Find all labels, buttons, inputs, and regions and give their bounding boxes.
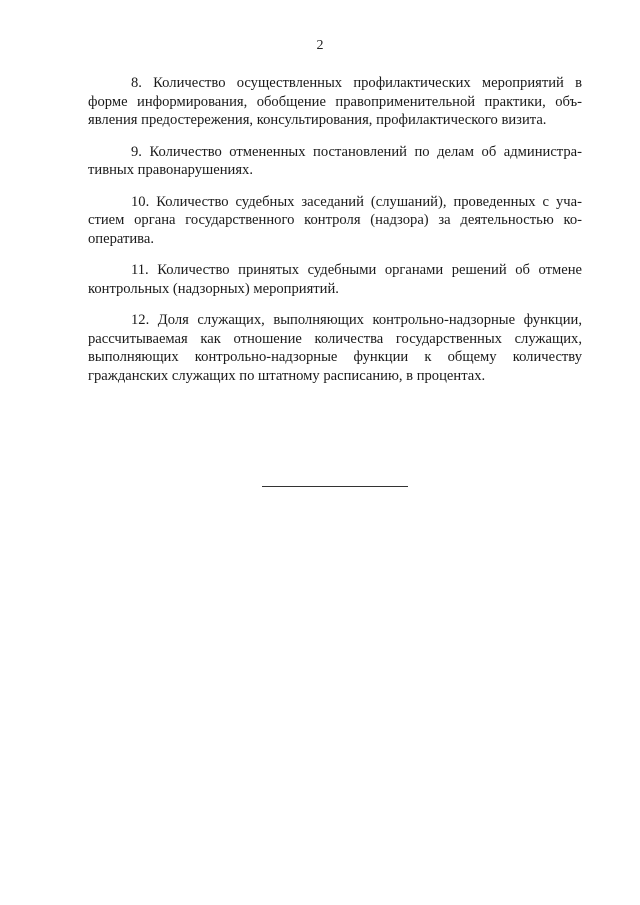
paragraph-item-9: 9. Количество отмененных постановлений по делам об административных правонарушениях.	[88, 143, 582, 178]
closing-divider	[262, 486, 408, 487]
page-number: 2	[316, 38, 324, 53]
paragraph-item-10: 10. Количество судебных заседаний (слушаний), проведенных с участием органа государственного контроля (надзора) за деятельностью кооператива.	[88, 193, 582, 247]
paragraph-item-11: 11. Количество принятых судебными органами решений об отмене контрольных (надзорных) мероприятий.	[88, 262, 582, 297]
paragraph-item-12: 12. Доля служащих, выполняющих контрольно-надзорные функции, рассчитываемая как отношение количества государственных служащих, выполняющих контрольно-надзорные функции к общему количеству гражданских служащих по штатному расписанию, в процентах.	[88, 312, 582, 384]
document-body	[88, 74, 582, 398]
paragraph-item-8: 8. Количество осуществленных профилактических мероприятий в форме информирования, обобщение правоприменительной практики, объявления предостережения, консультирования, профилактического визита.	[88, 75, 582, 128]
